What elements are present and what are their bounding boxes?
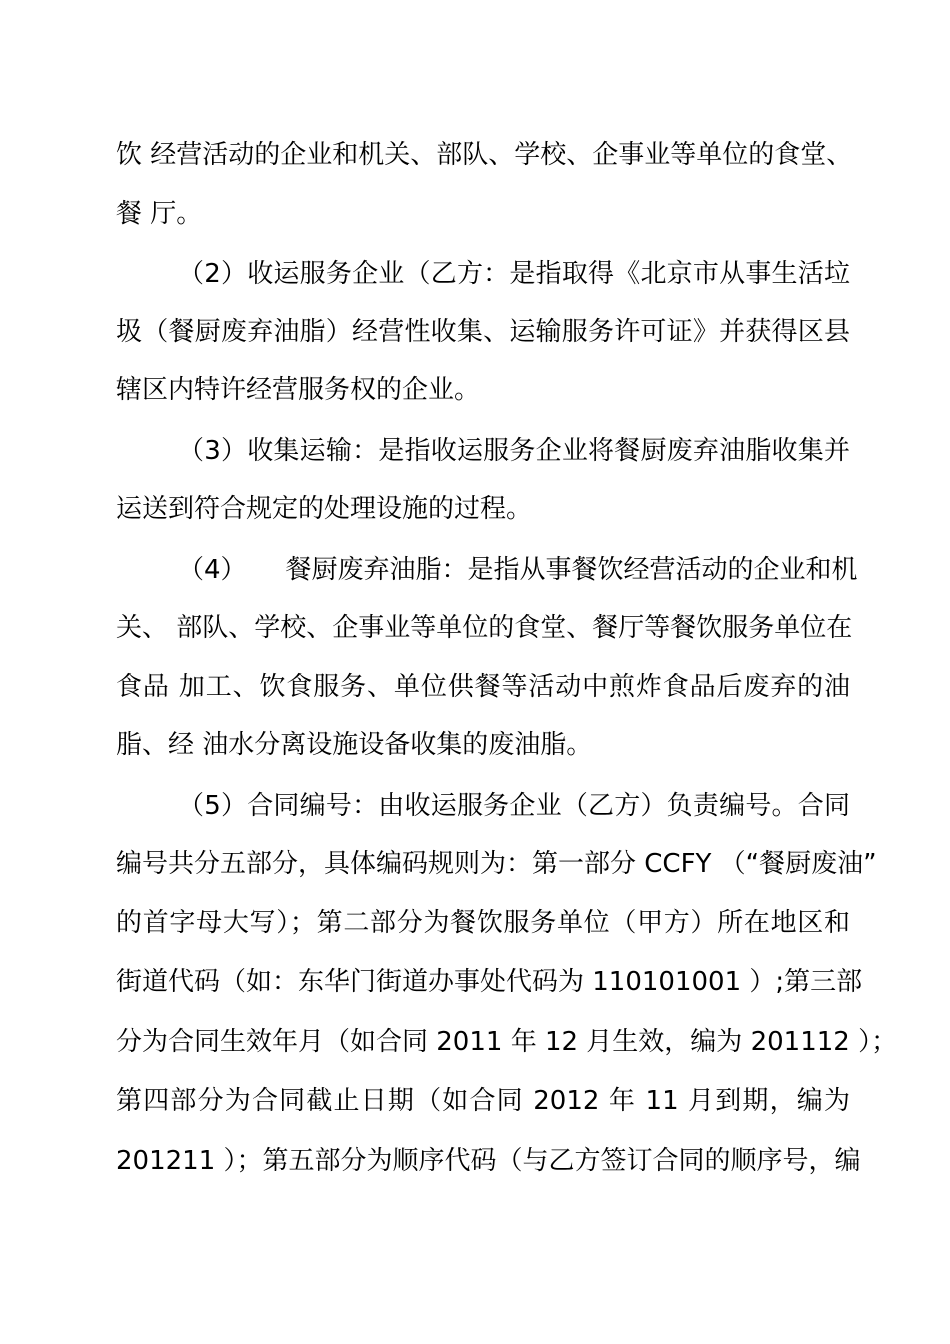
text-line: 编号共分五部分，具体编码规则为：第一部分 CCFY （“餐厨废油” <box>116 849 877 879</box>
text-line: 的首字母大写）；第二部分为餐饮服务单位（甲方）所在地区和 <box>116 908 850 938</box>
text-line: 餐 厅。 <box>116 199 203 229</box>
text-line: 圾（餐厨废弃油脂）经营性收集、运输服务许可证》并获得区县 <box>116 317 850 347</box>
text-line: （5）合同编号：由收运服务企业（乙方）负责编号。合同 <box>178 791 850 821</box>
text-line: 饮 经营活动的企业和机关、部队、学校、企事业等单位的食堂、 <box>116 140 853 170</box>
text-line: 脂、经 油水分离设施设备收集的废油脂。 <box>116 730 593 760</box>
text-line: 街道代码（如：东华门街道办事处代码为 110101001 ）;第三部 <box>116 967 863 997</box>
text-line: 201211 ）；第五部分为顺序代码（与乙方签订合同的顺序号，编 <box>116 1146 861 1176</box>
text-line: （3）收集运输：是指收运服务企业将餐厨废弃油脂收集并 <box>178 436 850 466</box>
text-line: 分为合同生效年月（如合同 2011 年 12 月生效，编为 201112 ）； <box>116 1027 898 1057</box>
text-line: 食品 加工、饮食服务、单位供餐等活动中煎炸食品后废弃的油 <box>116 672 850 702</box>
text-line: （4） 餐厨废弃油脂：是指从事餐饮经营活动的企业和机 <box>178 555 858 585</box>
text-line: 辖区内特许经营服务权的企业。 <box>116 375 481 405</box>
text-line: 第四部分为合同截止日期（如合同 2012 年 11 月到期，编为 <box>116 1086 850 1116</box>
text-line: 运送到符合规定的处理设施的过程。 <box>116 494 533 524</box>
text-line: 关、 部队、学校、企事业等单位的食堂、餐厅等餐饮服务单位在 <box>116 613 853 643</box>
text-line: （2）收运服务企业（乙方：是指取得《北京市从事生活垃 <box>178 259 850 289</box>
